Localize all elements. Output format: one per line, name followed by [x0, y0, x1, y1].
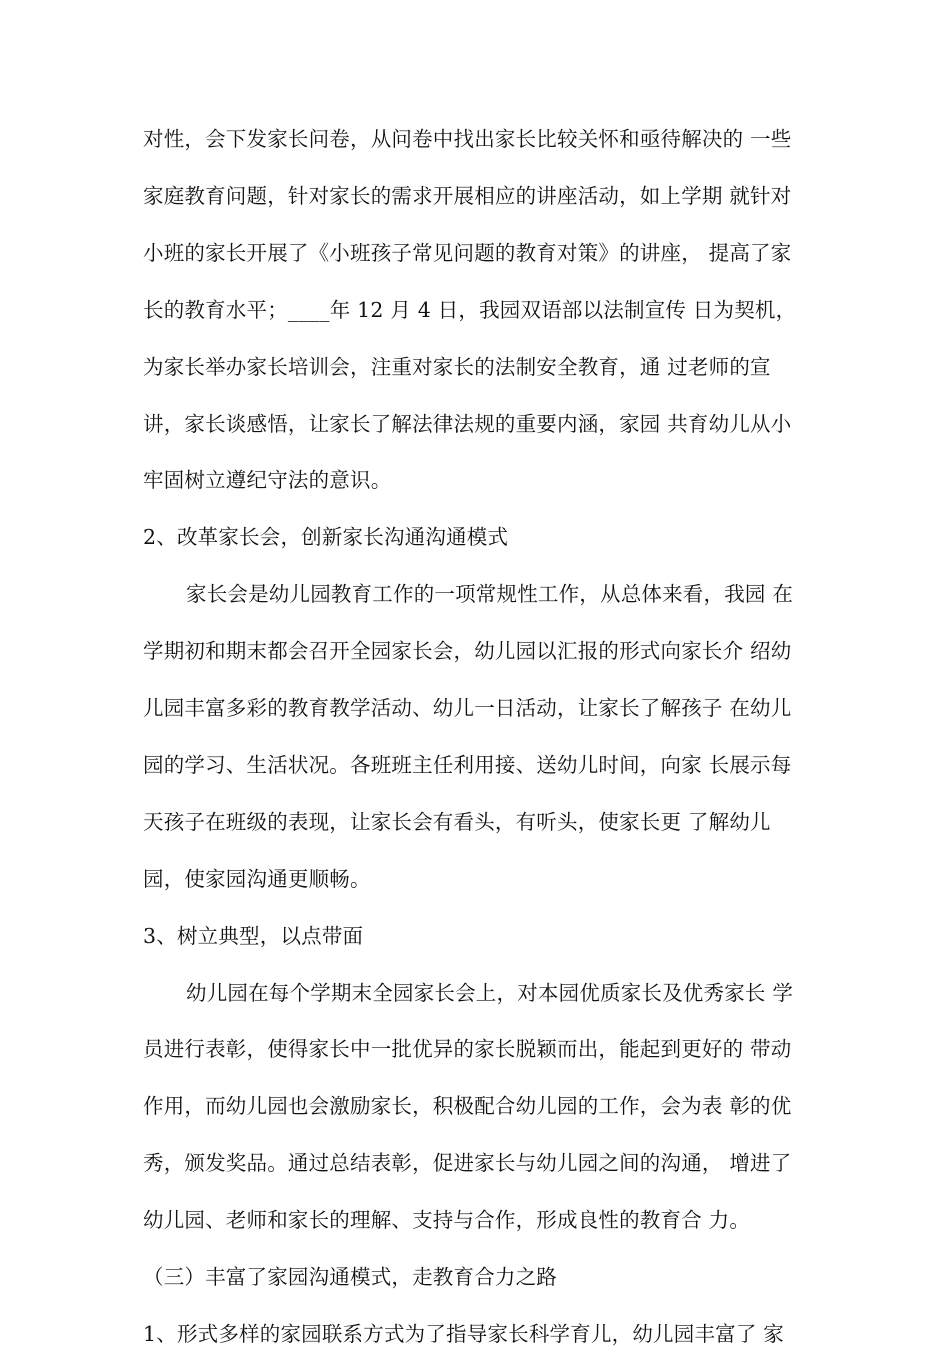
section-heading: 1、形式多样的家园联系方式为了指导家长科学育儿，幼儿园丰富了 家: [143, 1322, 784, 1346]
paragraph-first-line: 幼儿园在每个学期末全园家长会上，对本园优质家长及优秀家长 学: [186, 981, 794, 1005]
text-line: 天孩子在班级的表现，让家长会有看头，有听头，使家长更 了解幼儿: [143, 810, 771, 834]
text-line: 长的教育水平；____年 12 月 4 日，我园双语部以法制宣传 日为契机，: [143, 298, 797, 322]
text-line: 园的学习、生活状况。各班班主任利用接、送幼儿时间，向家 长展示每: [143, 753, 792, 777]
text-line: 牢固树立遵纪守法的意识。: [143, 468, 392, 492]
text-line: 对性，会下发家长问卷，从问卷中找出家长比较关怀和亟待解决的 一些: [143, 127, 792, 151]
text-line: 园，使家园沟通更顺畅。: [143, 867, 371, 891]
text-line: 儿园丰富多彩的教育教学活动、幼儿一日活动，让家长了解孩子 在幼儿: [143, 696, 792, 720]
text-line: 小班的家长开展了《小班孩子常见问题的教育对策》的讲座， 提高了家: [143, 241, 792, 265]
section-heading: 2、改革家长会，创新家长沟通沟通模式: [143, 525, 509, 549]
section-heading: （三）丰富了家园沟通模式，走教育合力之路: [143, 1265, 557, 1289]
paragraph-first-line: 家长会是幼儿园教育工作的一项常规性工作，从总体来看，我园 在: [186, 582, 794, 606]
text-line: 员进行表彰，使得家长中一批优异的家长脱颖而出，能起到更好的 带动: [143, 1037, 792, 1061]
text-line: 讲，家长谈感悟，让家长了解法律法规的重要内涵，家园 共育幼儿从小: [143, 412, 792, 436]
text-line: 秀，颁发奖品。通过总结表彰，促进家长与幼儿园之间的沟通， 增进了: [143, 1151, 792, 1175]
text-line: 学期初和期末都会召开全园家长会，幼儿园以汇报的形式向家长介 绍幼: [143, 639, 792, 663]
text-line: 作用，而幼儿园也会激励家长，积极配合幼儿园的工作，会为表 彰的优: [143, 1094, 792, 1118]
section-heading: 3、树立典型，以点带面: [143, 924, 364, 948]
text-line: 幼儿园、老师和家长的理解、支持与合作，形成良性的教育合 力。: [143, 1208, 751, 1232]
text-line: 为家长举办家长培训会，注重对家长的法制安全教育，通 过老师的宣: [143, 355, 771, 379]
text-line: 家庭教育问题，针对家长的需求开展相应的讲座活动，如上学期 就针对: [143, 184, 792, 208]
